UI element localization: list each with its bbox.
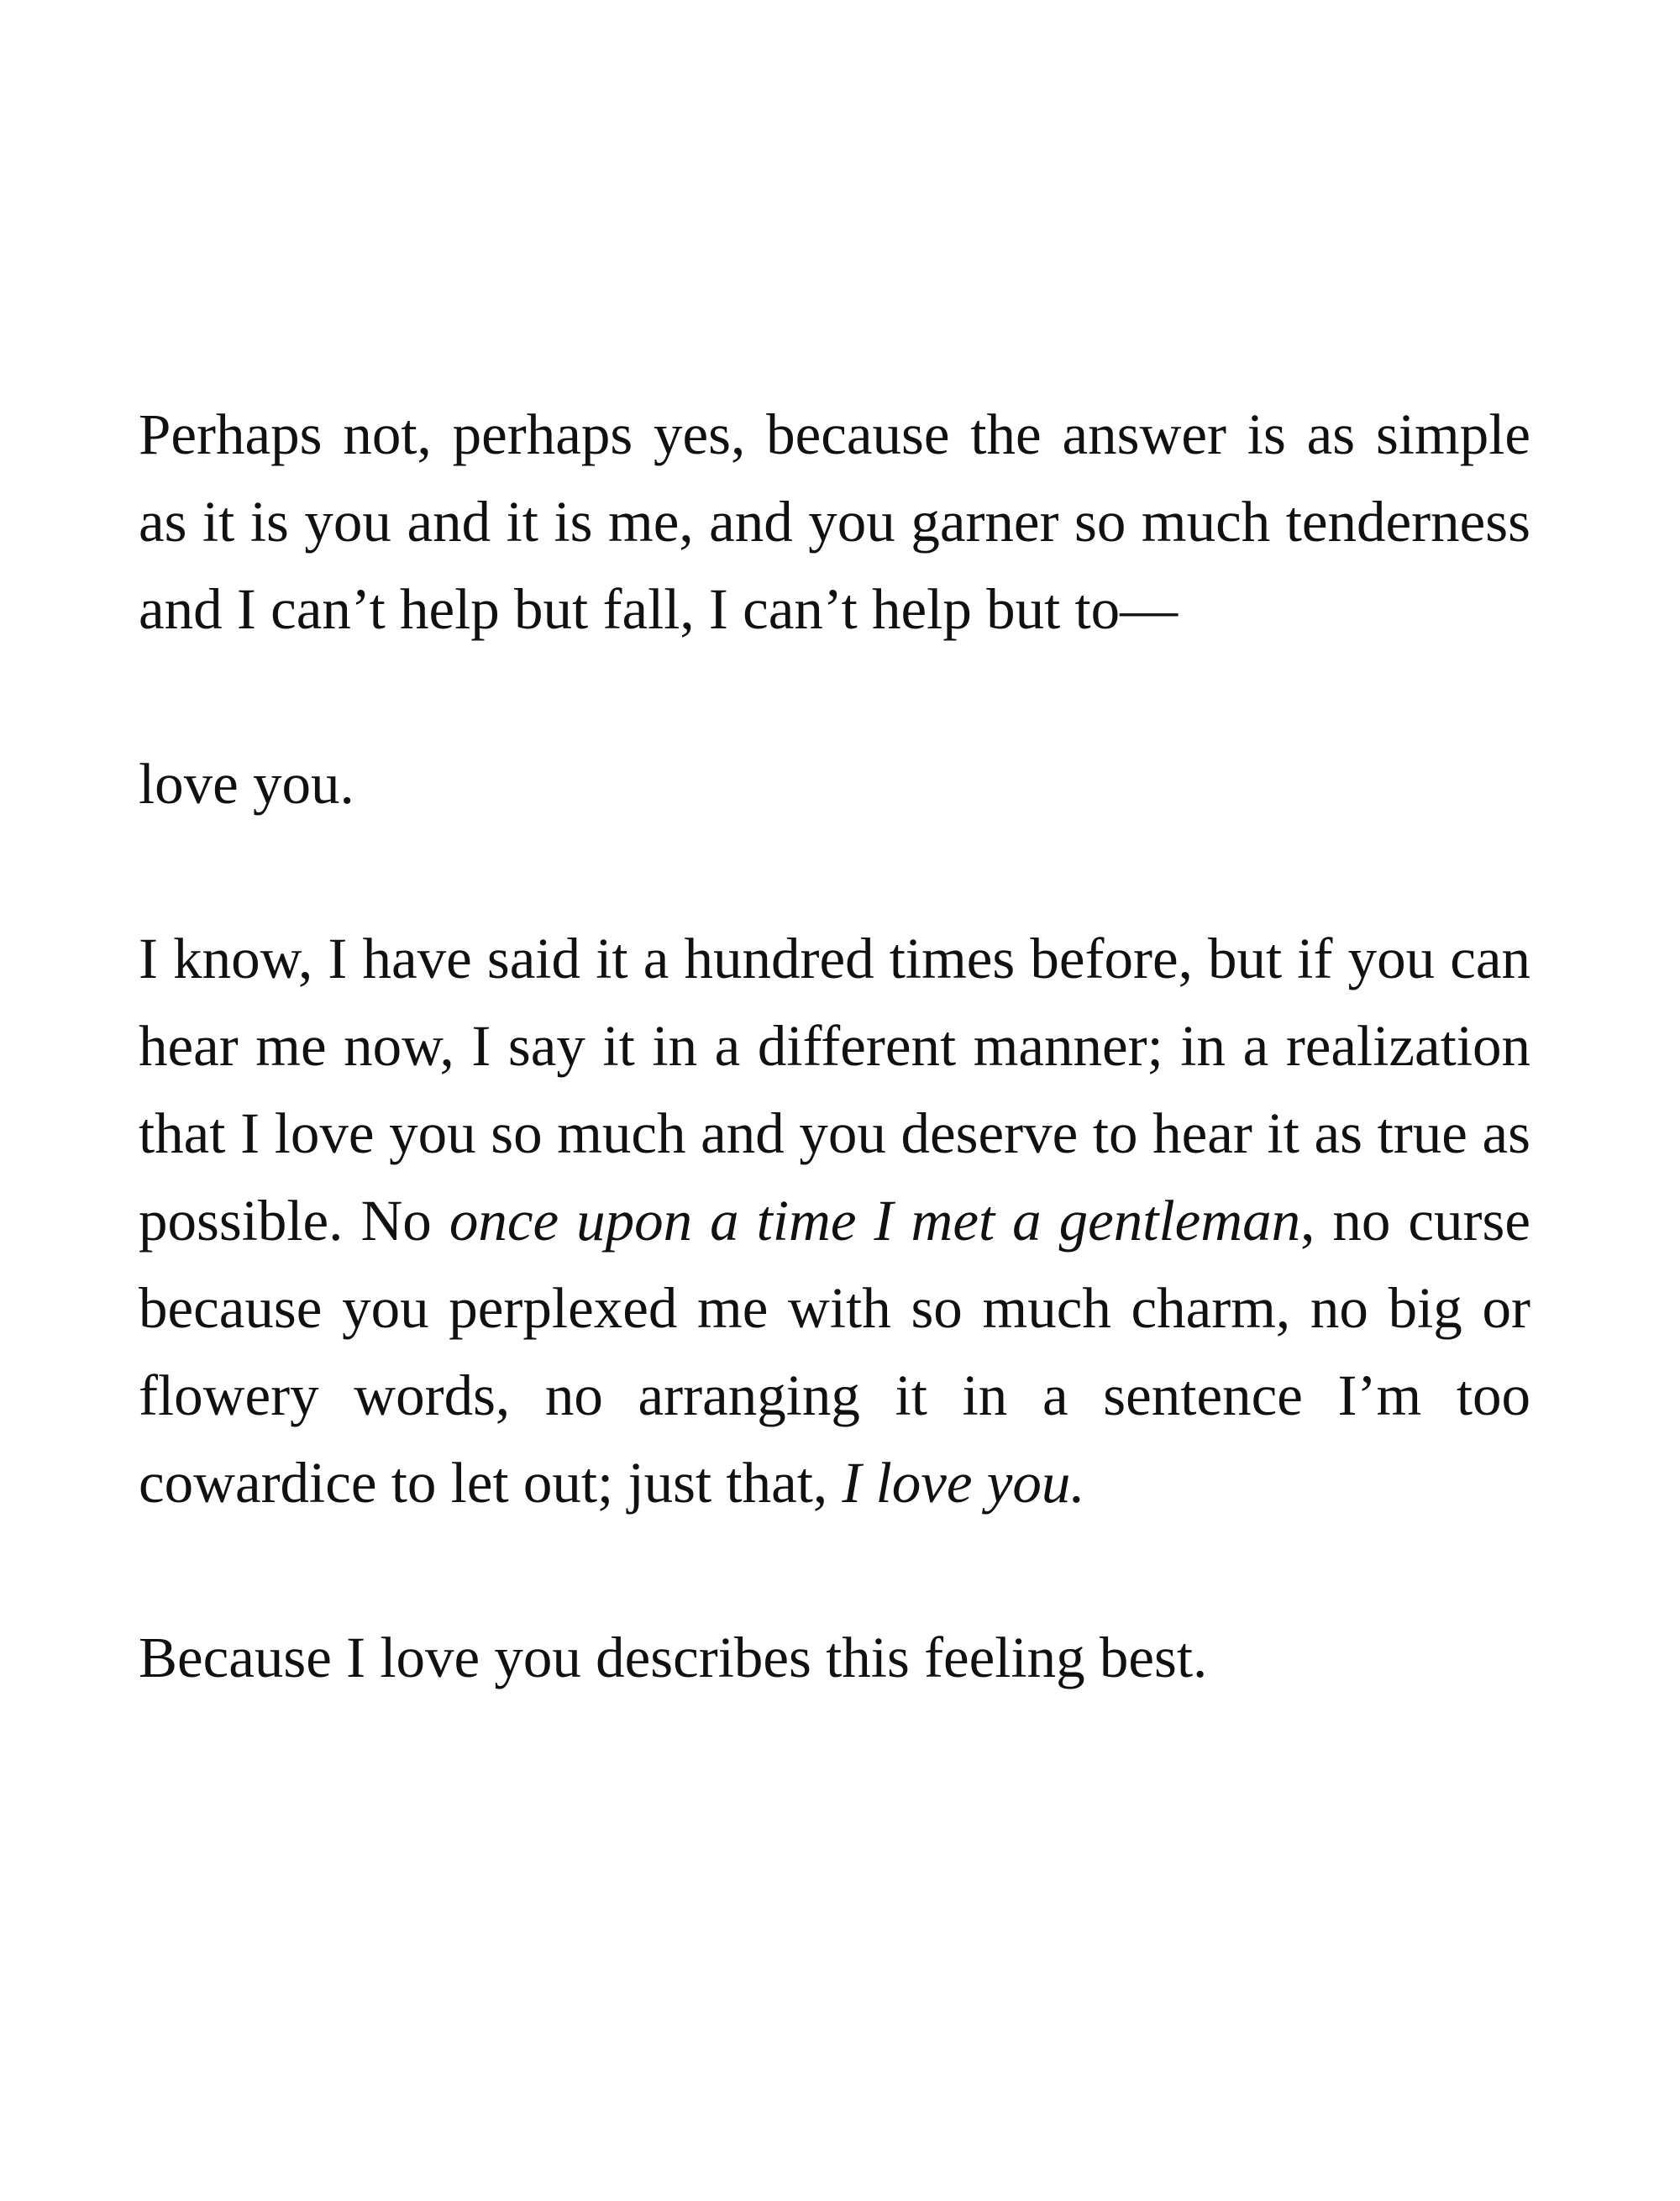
paragraph-3-italic-phrase: once upon a time I met a gentleman [449,1189,1301,1253]
paragraph-1: Perhaps not, perhaps yes, because the answer is as simple as it is you and it is me, and you garner so much tenderness and I can’t help but fall, I can’t help but to— [139,402,1530,641]
paragraph-4: Because I love you describes this feeling best. [139,1626,1208,1689]
paragraph-3-text-2: , no curse because you perplexed me with so much charm, no big or flowery words, no arranging it in a sentence I’m too cowardice to let out; just that, [139,1189,1530,1515]
paragraph-3 [139,915,1530,1526]
paragraph-3-italic-ending: I love you. [842,1451,1085,1515]
body-text [139,391,1530,1701]
paragraph-3-text-1: I know, I have said it a hundred times before, but if you can hear me now, I say it in a different manner; in a realization that I love you so much and you deserve to hear it as true as possible. No [139,927,1530,1253]
paragraph-2: love you. [139,752,354,816]
